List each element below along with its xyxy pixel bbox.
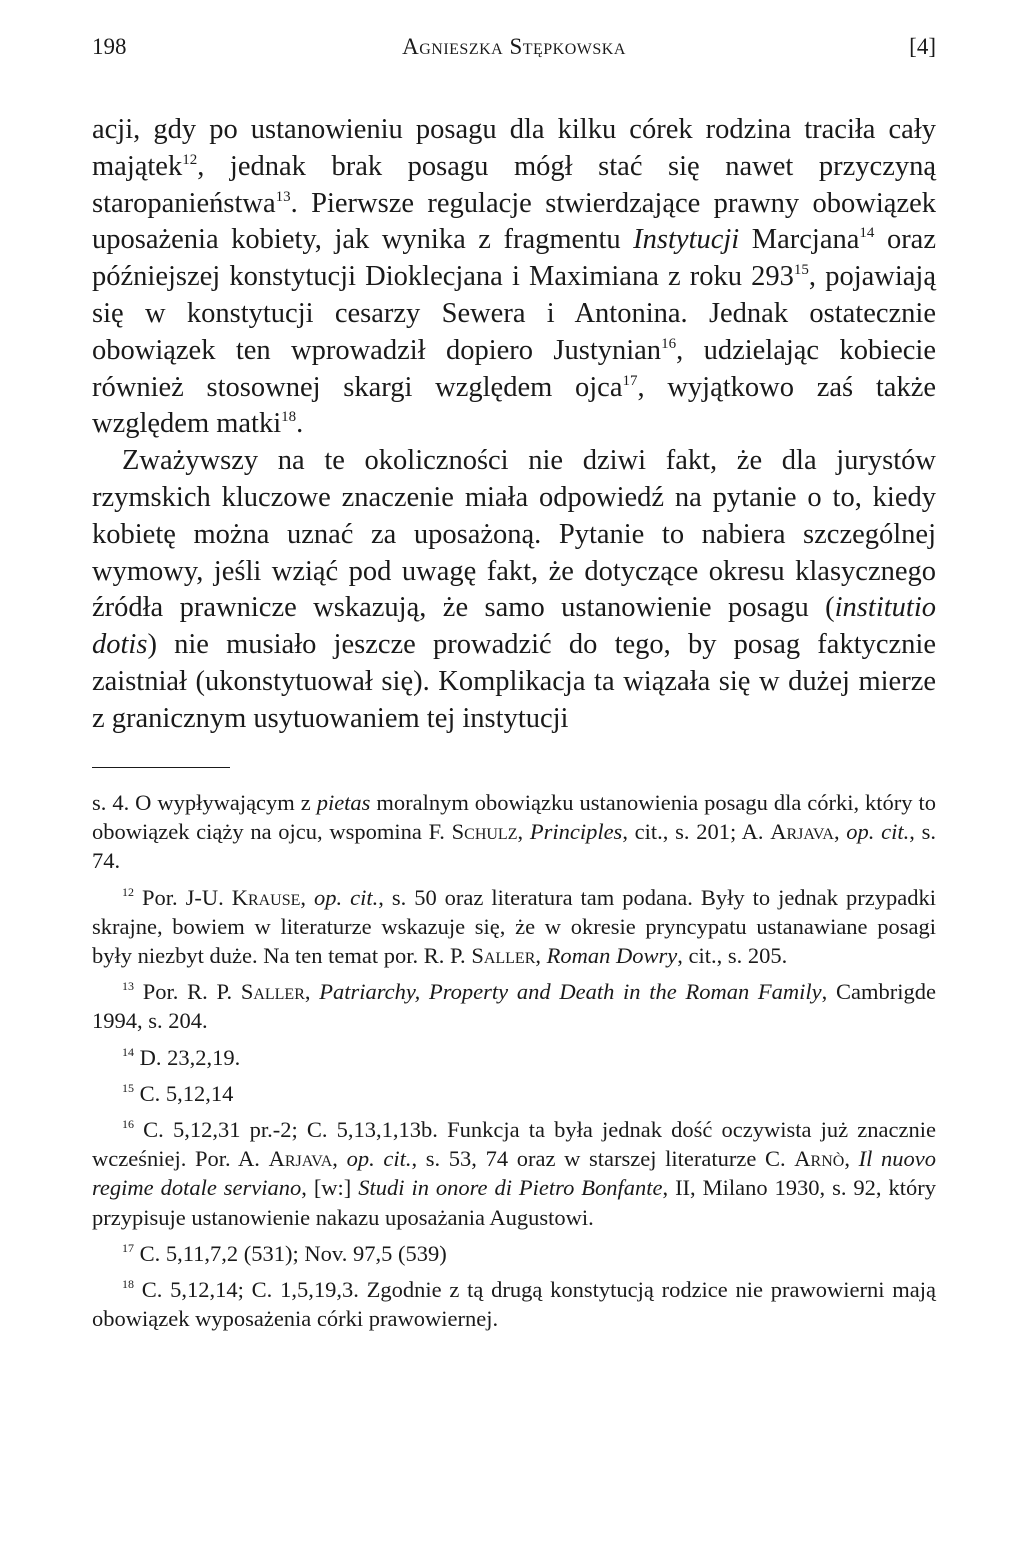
footnote-15: $^{15}$ C. 5,12,14 — [122, 1080, 234, 1106]
section-number: [4] — [909, 34, 936, 59]
footnote-17: $^{17}$ C. 5,11,7,2 (531); Nov. 97,5 (539) — [122, 1240, 447, 1266]
footnote-18: $^{18}$ C. 5,12,14; C. 1,5,19,3. Zgodnie z tą drugą konstytucją rodzice nie prawowierni mają obowiązek wyposażenia córki prawowiernej. — [92, 1277, 936, 1332]
footnote-ref[interactable]: 14 — [859, 225, 875, 242]
footnote-ref[interactable]: 18 — [281, 409, 297, 426]
running-head-author: Agnieszka Stępkowska — [402, 34, 626, 59]
footnote-divider — [92, 767, 230, 768]
running-header — [92, 34, 936, 64]
footnote-12: $^{12}$ Por. J-U. Krause, op. cit., s. 50 oraz literatura tam podana. Były to jednak przypadki skrajne, bowiem w literaturze wskazuje się, że w okresie pryncypatu ustanawiane posagi były niezbyt duże. Na ten temat por. R. P. Saller, Roman Dowry, cit., s. 205. — [92, 884, 936, 969]
footnote-ref[interactable]: 15 — [793, 262, 809, 279]
footnote-ref[interactable]: 16 — [661, 335, 677, 352]
footnote-11-continued: s. 4. O wypływającym z pietas moralnym obowiązku ustanowienia posagu dla córki, który to obowiązek ciąży na ojcu, wspomina F. Schulz, Principles, cit., s. 201; A. Arjava, op. cit., s. 74. — [92, 790, 937, 874]
footnote-16: $^{16}$ C. 5,12,31 pr.-2; C. 5,13,1,13b. Funkcja ta była jednak dość oczywista już znacznie wcześniej. Por. A. Arjava, op. cit., s. 53, 74 oraz w starszej literaturze C. Arnò, Il nuovo regime dotale serviano, [w:] Studi in onore di Pietro Bonfante, II, Milano 1930, s. 92, który przypisuje ustanowienie nakazu uposażania Augustowi. — [92, 1117, 937, 1230]
footnote-ref[interactable]: 12 — [182, 151, 198, 168]
paragraph: Zważywszy na te okoliczności nie dziwi fakt, że dla jurystów rzymskich kluczowe znaczenie miała odpowiedź na pytanie o to, kiedy kobietę można uznać za uposażoną. Pytanie to nabiera szczególnej wymowy, jeśli wziąć pod uwagę fakt, że dotyczące okresu klasycznego źródła prawnicze wskazują, że samo ustanowienie posagu (institutio dotis) nie musiało jeszcze prowadzić do tego, by posag faktycznie zaistniał (ukonstytuował się). Komplikacja ta wiązała się w dużej mierze z granicznym usytuowaniem tej instytucji — [92, 445, 936, 734]
footnote-ref[interactable]: 13 — [275, 188, 291, 205]
footnote-13: $^{13}$ Por. R. P. Saller, Patriarchy, Property and Death in the Roman Family, Cambrigde 1994, s. 204. — [92, 979, 936, 1034]
footnotes — [92, 788, 936, 1340]
main-text — [92, 112, 936, 738]
document-page — [92, 0, 936, 1545]
paragraph: acji, gdy po ustanowieniu posagu dla kilku córek rodzina traciła cały majątek$^{12}$, jednak brak posagu mógł stać się nawet przyczyną staropanieństwa$^{13}$. Pierwsze regulacje stwierdzające prawny obowiązek uposażenia kobiety, jak wynika z fragmentu Instytucji Marcjana$^{14}$ oraz późniejszej konstytucji Dioklecjana i Maximiana z roku $293^{15}$, pojawiają się w konstytucji cesarzy Sewera i Antonina. Jednak ostatecznie obowiązek ten wprowadził dopiero Justynian$^{16}$, udzielając kobiecie również stosownej skargi względem ojca$^{17}$, wyjątkowo zaś także względem matki$^{18}$. — [92, 114, 936, 440]
footnote-14: $^{14}$ D. 23,2,19. — [122, 1044, 241, 1070]
footnote-ref[interactable]: 17 — [622, 372, 638, 389]
page-number: 198 — [92, 34, 127, 59]
